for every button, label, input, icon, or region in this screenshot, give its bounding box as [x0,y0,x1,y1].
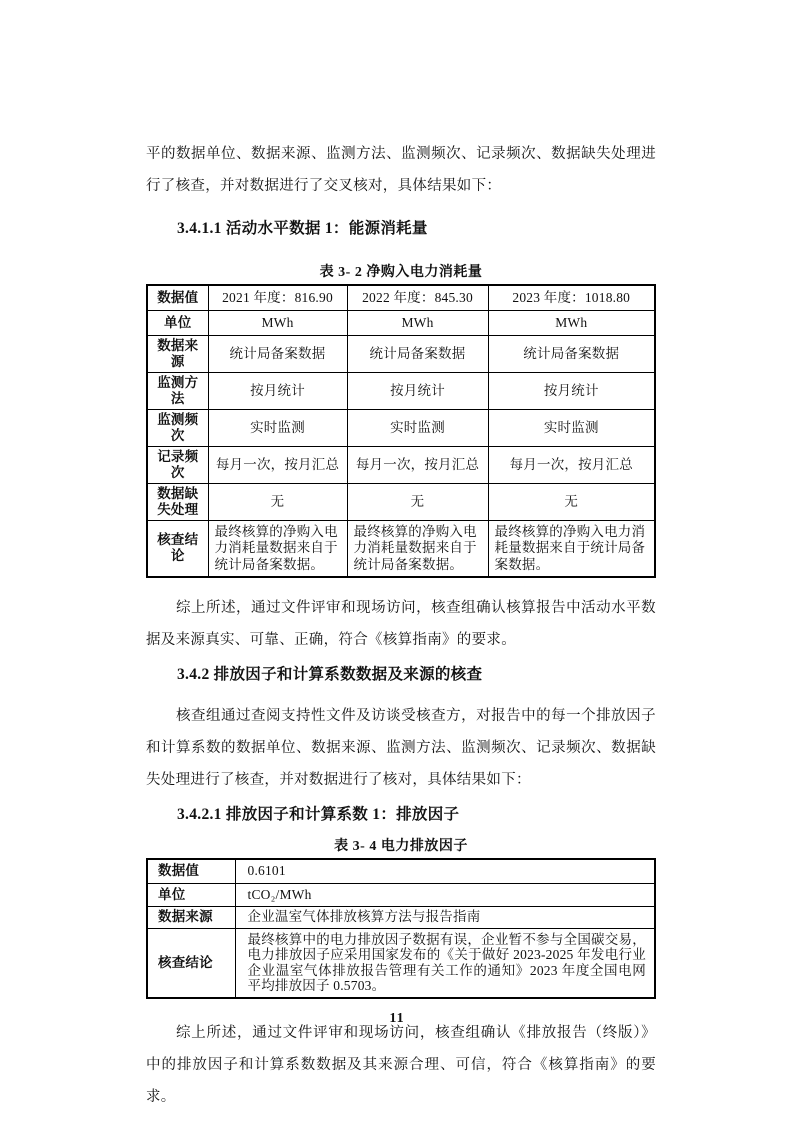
cell-2022: 2022 年度：845.30 [347,285,488,310]
cell-2022: MWh [347,310,488,335]
table-row [147,483,655,520]
row-label: 单位 [147,883,235,906]
cell-2021: 统计局备案数据 [208,335,347,372]
cell-2023: 按月统计 [488,372,655,409]
table-row [147,372,655,409]
cell-2022: 按月统计 [347,372,488,409]
row-label: 数据值 [147,859,235,883]
table-row [147,285,655,310]
paragraph-3-4-2: 核查组通过查阅支持性文件及访谈受核查方，对报告中的每一个排放因子和计算系数的数据单位、数据来源、监测方法、监测频次、记录频次、数据缺失处理进行了核查，并对数据进行了核对，具体结果如下： [146,708,656,788]
table-row [147,906,655,928]
conclusion-cell: 最终核算中的电力排放因子数据有误，企业暂不参与全国碳交易，电力排放因子应采用国家发布的《关于做好 2023-2025 年发电行业企业温室气体排放报告管理有关工作的通知》2023 年度全国电网平均排放因子 0.5703。 [235,928,655,998]
cell-2021: 每月一次，按月汇总 [208,446,347,483]
data-source-cell: 企业温室气体排放核算方法与报告指南 [235,906,655,928]
heading-3-4-2-1: 3.4.2.1 排放因子和计算系数 1：排放因子 [177,806,460,823]
row-label: 数据值 [147,285,208,310]
cell-2021: 2021 年度：816.90 [208,285,347,310]
table-row [147,520,655,577]
cell-2022: 实时监测 [347,409,488,446]
cell-2021: 按月统计 [208,372,347,409]
table-3-2 [146,284,656,578]
cell-2022: 每月一次，按月汇总 [347,446,488,483]
page-content [146,138,656,1113]
table-3-4-caption: 表 3- 4 电力排放因子 [334,839,468,854]
cell-2023: MWh [488,310,655,335]
data-value-cell: 0.6101 [235,859,655,883]
row-label: 数据来源 [147,906,235,928]
table-row [147,883,655,906]
row-label: 数据来源 [147,335,208,372]
conclusion-2023: 最终核算的净购入电力消耗量数据来自于统计局备案数据。 [488,520,655,577]
table-row [147,409,655,446]
cell-2022: 统计局备案数据 [347,335,488,372]
row-label: 核查结论 [147,928,235,998]
heading-3-4-2: 3.4.2 排放因子和计算系数数据及来源的核查 [177,666,483,683]
row-label: 监测方法 [147,372,208,409]
table-row [147,928,655,998]
cell-2023: 无 [488,483,655,520]
summary-paragraph-2: 综上所述，通过文件评审和现场访问，核查组确认《排放报告（终版）》中的排放因子和计算系数数据及其来源合理、可信，符合《核算指南》的要求。 [146,1024,656,1105]
heading-3-4-1-1: 3.4.1.1 活动水平数据 1：能源消耗量 [177,220,428,237]
cell-2023: 统计局备案数据 [488,335,655,372]
table-3-2-caption: 表 3- 2 净购入电力消耗量 [319,265,483,280]
table-3-4 [146,858,656,999]
conclusion-2022: 最终核算的净购入电力消耗量数据来自于统计局备案数据。 [347,520,488,577]
row-label: 记录频次 [147,446,208,483]
cell-2021: MWh [208,310,347,335]
cell-2023: 2023 年度：1018.80 [488,285,655,310]
conclusion-2021: 最终核算的净购入电力消耗量数据来自于统计局备案数据。 [208,520,347,577]
page-number: 11 [389,1011,405,1026]
intro-paragraph: 平的数据单位、数据来源、监测方法、监测频次、记录频次、数据缺失处理进行了核查，并对数据进行了交叉核对，具体结果如下： [146,146,656,194]
row-label: 数据缺失处理 [147,483,208,520]
cell-2023: 每月一次，按月汇总 [488,446,655,483]
cell-2022: 无 [347,483,488,520]
table-row [147,446,655,483]
table-row [147,859,655,883]
row-label: 核查结论 [147,520,208,577]
cell-2021: 实时监测 [208,409,347,446]
row-label: 单位 [147,310,208,335]
cell-2023: 实时监测 [488,409,655,446]
row-label: 监测频次 [147,409,208,446]
table-row [147,310,655,335]
table-row [147,335,655,372]
cell-2021: 无 [208,483,347,520]
summary-paragraph-1: 综上所述，通过文件评审和现场访问，核查组确认核算报告中活动水平数据及来源真实、可靠、正确，符合《核算指南》的要求。 [146,600,656,648]
unit-cell: tCO₂/MWh [235,883,655,906]
